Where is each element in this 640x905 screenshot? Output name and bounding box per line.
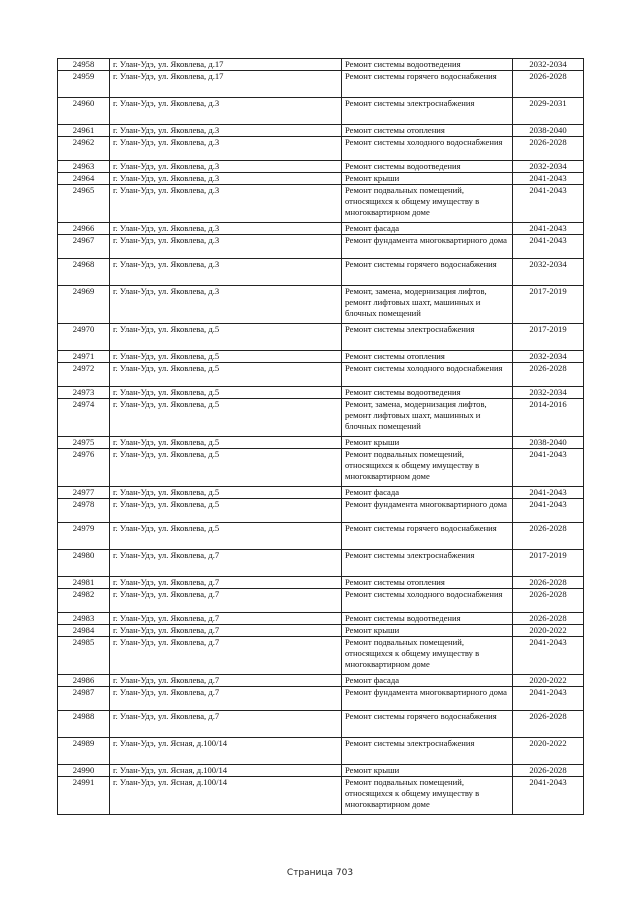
table-row — [58, 625, 584, 637]
period-cell: 2026-2028 — [513, 613, 584, 625]
address-cell: г. Улан-Удэ, ул. Яковлева, д.5 — [110, 523, 342, 550]
period-cell: 2020-2022 — [513, 675, 584, 687]
table-row — [58, 589, 584, 613]
table-row — [58, 523, 584, 550]
row-number-cell: 24985 — [58, 637, 110, 675]
table-row — [58, 71, 584, 98]
work-type-cell: Ремонт системы холодного водоснабжения — [342, 137, 513, 161]
row-number-cell: 24960 — [58, 98, 110, 125]
work-type-cell: Ремонт системы водоотведения — [342, 161, 513, 173]
address-cell: г. Улан-Удэ, ул. Яковлева, д.3 — [110, 259, 342, 286]
period-cell: 2041-2043 — [513, 449, 584, 487]
work-type-cell: Ремонт подвальных помещений, относящихся к общему имуществу в многоквартирном доме — [342, 449, 513, 487]
address-cell: г. Улан-Удэ, ул. Яковлева, д.5 — [110, 437, 342, 449]
period-cell: 2032-2034 — [513, 161, 584, 173]
period-cell: 2014-2016 — [513, 399, 584, 437]
work-type-cell: Ремонт подвальных помещений, относящихся к общему имуществу в многоквартирном доме — [342, 185, 513, 223]
period-cell: 2026-2028 — [513, 577, 584, 589]
row-number-cell: 24965 — [58, 185, 110, 223]
work-type-cell: Ремонт системы отопления — [342, 125, 513, 137]
address-cell: г. Улан-Удэ, ул. Яковлева, д.5 — [110, 487, 342, 499]
row-number-cell: 24962 — [58, 137, 110, 161]
work-type-cell: Ремонт фасада — [342, 487, 513, 499]
address-cell: г. Улан-Удэ, ул. Яковлева, д.7 — [110, 589, 342, 613]
table-row — [58, 137, 584, 161]
work-type-cell: Ремонт, замена, модернизация лифтов, ремонт лифтовых шахт, машинных и блочных помещений — [342, 286, 513, 324]
address-cell: г. Улан-Удэ, ул. Яковлева, д.7 — [110, 711, 342, 738]
period-cell: 2032-2034 — [513, 259, 584, 286]
table-row — [58, 259, 584, 286]
period-cell: 2026-2028 — [513, 71, 584, 98]
row-number-cell: 24979 — [58, 523, 110, 550]
period-cell: 2026-2028 — [513, 137, 584, 161]
work-type-cell: Ремонт системы холодного водоснабжения — [342, 589, 513, 613]
work-type-cell: Ремонт фасада — [342, 675, 513, 687]
table-row — [58, 161, 584, 173]
period-cell: 2020-2022 — [513, 738, 584, 765]
table-row — [58, 765, 584, 777]
period-cell: 2026-2028 — [513, 523, 584, 550]
row-number-cell: 24973 — [58, 387, 110, 399]
work-type-cell: Ремонт системы электроснабжения — [342, 738, 513, 765]
table-row — [58, 173, 584, 185]
period-cell: 2041-2043 — [513, 637, 584, 675]
table-row — [58, 185, 584, 223]
address-cell: г. Улан-Удэ, ул. Ясная, д.100/14 — [110, 777, 342, 815]
address-cell: г. Улан-Удэ, ул. Яковлева, д.5 — [110, 351, 342, 363]
address-cell: г. Улан-Удэ, ул. Яковлева, д.17 — [110, 71, 342, 98]
table-row — [58, 711, 584, 738]
table-row — [58, 577, 584, 589]
row-number-cell: 24971 — [58, 351, 110, 363]
address-cell: г. Улан-Удэ, ул. Яковлева, д.17 — [110, 59, 342, 71]
table-row — [58, 363, 584, 387]
address-cell: г. Улан-Удэ, ул. Яковлева, д.5 — [110, 324, 342, 351]
period-cell: 2038-2040 — [513, 437, 584, 449]
row-number-cell: 24972 — [58, 363, 110, 387]
row-number-cell: 24961 — [58, 125, 110, 137]
work-type-cell: Ремонт системы горячего водоснабжения — [342, 71, 513, 98]
work-type-cell: Ремонт системы водоотведения — [342, 59, 513, 71]
work-type-cell: Ремонт системы электроснабжения — [342, 324, 513, 351]
table-row — [58, 687, 584, 711]
row-number-cell: 24975 — [58, 437, 110, 449]
row-number-cell: 24970 — [58, 324, 110, 351]
table-row — [58, 738, 584, 765]
row-number-cell: 24966 — [58, 223, 110, 235]
period-cell: 2041-2043 — [513, 777, 584, 815]
period-cell: 2041-2043 — [513, 185, 584, 223]
work-type-cell: Ремонт фундамента многоквартирного дома — [342, 499, 513, 523]
period-cell: 2038-2040 — [513, 125, 584, 137]
row-number-cell: 24991 — [58, 777, 110, 815]
address-cell: г. Улан-Удэ, ул. Яковлева, д.7 — [110, 675, 342, 687]
work-type-cell: Ремонт фундамента многоквартирного дома — [342, 687, 513, 711]
period-cell: 2017-2019 — [513, 550, 584, 577]
period-cell: 2041-2043 — [513, 235, 584, 259]
address-cell: г. Улан-Удэ, ул. Ясная, д.100/14 — [110, 765, 342, 777]
period-cell: 2026-2028 — [513, 589, 584, 613]
row-number-cell: 24976 — [58, 449, 110, 487]
address-cell: г. Улан-Удэ, ул. Яковлева, д.3 — [110, 223, 342, 235]
work-type-cell: Ремонт системы горячего водоснабжения — [342, 523, 513, 550]
row-number-cell: 24982 — [58, 589, 110, 613]
work-type-cell: Ремонт подвальных помещений, относящихся к общему имуществу в многоквартирном доме — [342, 637, 513, 675]
work-type-cell: Ремонт подвальных помещений, относящихся к общему имуществу в многоквартирном доме — [342, 777, 513, 815]
row-number-cell: 24989 — [58, 738, 110, 765]
table-row — [58, 499, 584, 523]
row-number-cell: 24980 — [58, 550, 110, 577]
work-type-cell: Ремонт фундамента многоквартирного дома — [342, 235, 513, 259]
work-type-cell: Ремонт системы водоотведения — [342, 387, 513, 399]
period-cell: 2032-2034 — [513, 351, 584, 363]
row-number-cell: 24963 — [58, 161, 110, 173]
table-row — [58, 637, 584, 675]
table-body — [58, 59, 584, 815]
work-type-cell: Ремонт системы горячего водоснабжения — [342, 259, 513, 286]
address-cell: г. Улан-Удэ, ул. Яковлева, д.5 — [110, 449, 342, 487]
address-cell: г. Улан-Удэ, ул. Яковлева, д.3 — [110, 286, 342, 324]
address-cell: г. Улан-Удэ, ул. Яковлева, д.7 — [110, 577, 342, 589]
period-cell: 2041-2043 — [513, 487, 584, 499]
work-schedule-table — [57, 58, 584, 815]
period-cell: 2041-2043 — [513, 173, 584, 185]
table-row — [58, 399, 584, 437]
table-row — [58, 550, 584, 577]
period-cell: 2017-2019 — [513, 286, 584, 324]
row-number-cell: 24978 — [58, 499, 110, 523]
row-number-cell: 24983 — [58, 613, 110, 625]
address-cell: г. Улан-Удэ, ул. Яковлева, д.3 — [110, 98, 342, 125]
address-cell: г. Улан-Удэ, ул. Яковлева, д.7 — [110, 687, 342, 711]
address-cell: г. Улан-Удэ, ул. Яковлева, д.7 — [110, 613, 342, 625]
table-row — [58, 777, 584, 815]
period-cell: 2017-2019 — [513, 324, 584, 351]
row-number-cell: 24988 — [58, 711, 110, 738]
address-cell: г. Улан-Удэ, ул. Яковлева, д.3 — [110, 235, 342, 259]
table-row — [58, 286, 584, 324]
address-cell: г. Улан-Удэ, ул. Яковлева, д.3 — [110, 173, 342, 185]
row-number-cell: 24968 — [58, 259, 110, 286]
row-number-cell: 24984 — [58, 625, 110, 637]
address-cell: г. Улан-Удэ, ул. Яковлева, д.5 — [110, 399, 342, 437]
work-type-cell: Ремонт системы отопления — [342, 577, 513, 589]
address-cell: г. Улан-Удэ, ул. Яковлева, д.3 — [110, 185, 342, 223]
address-cell: г. Улан-Удэ, ул. Яковлева, д.7 — [110, 637, 342, 675]
period-cell: 2020-2022 — [513, 625, 584, 637]
row-number-cell: 24964 — [58, 173, 110, 185]
period-cell: 2029-2031 — [513, 98, 584, 125]
row-number-cell: 24974 — [58, 399, 110, 437]
table-row — [58, 235, 584, 259]
work-type-cell: Ремонт крыши — [342, 173, 513, 185]
row-number-cell: 24986 — [58, 675, 110, 687]
table-row — [58, 675, 584, 687]
table-row — [58, 351, 584, 363]
address-cell: г. Улан-Удэ, ул. Яковлева, д.5 — [110, 499, 342, 523]
table-row — [58, 487, 584, 499]
work-type-cell: Ремонт системы горячего водоснабжения — [342, 711, 513, 738]
table-row — [58, 449, 584, 487]
period-cell: 2041-2043 — [513, 499, 584, 523]
work-type-cell: Ремонт фасада — [342, 223, 513, 235]
row-number-cell: 24981 — [58, 577, 110, 589]
row-number-cell: 24987 — [58, 687, 110, 711]
address-cell: г. Улан-Удэ, ул. Яковлева, д.3 — [110, 137, 342, 161]
work-type-cell: Ремонт крыши — [342, 437, 513, 449]
period-cell: 2041-2043 — [513, 223, 584, 235]
work-type-cell: Ремонт системы отопления — [342, 351, 513, 363]
address-cell: г. Улан-Удэ, ул. Яковлева, д.5 — [110, 363, 342, 387]
work-type-cell: Ремонт системы водоотведения — [342, 613, 513, 625]
table-row — [58, 98, 584, 125]
row-number-cell: 24958 — [58, 59, 110, 71]
work-type-cell: Ремонт, замена, модернизация лифтов, ремонт лифтовых шахт, машинных и блочных помещений — [342, 399, 513, 437]
period-cell: 2032-2034 — [513, 387, 584, 399]
table-row — [58, 324, 584, 351]
work-type-cell: Ремонт системы электроснабжения — [342, 98, 513, 125]
address-cell: г. Улан-Удэ, ул. Яковлева, д.7 — [110, 550, 342, 577]
period-cell: 2041-2043 — [513, 687, 584, 711]
row-number-cell: 24967 — [58, 235, 110, 259]
period-cell: 2026-2028 — [513, 711, 584, 738]
address-cell: г. Улан-Удэ, ул. Ясная, д.100/14 — [110, 738, 342, 765]
table-row — [58, 125, 584, 137]
work-type-cell: Ремонт системы электроснабжения — [342, 550, 513, 577]
period-cell: 2026-2028 — [513, 363, 584, 387]
table-row — [58, 613, 584, 625]
table-row — [58, 223, 584, 235]
period-cell: 2026-2028 — [513, 765, 584, 777]
row-number-cell: 24990 — [58, 765, 110, 777]
work-type-cell: Ремонт крыши — [342, 625, 513, 637]
work-type-cell: Ремонт крыши — [342, 765, 513, 777]
table-row — [58, 437, 584, 449]
table-row — [58, 387, 584, 399]
row-number-cell: 24969 — [58, 286, 110, 324]
address-cell: г. Улан-Удэ, ул. Яковлева, д.3 — [110, 125, 342, 137]
work-type-cell: Ремонт системы холодного водоснабжения — [342, 363, 513, 387]
page-number: Страница 703 — [286, 868, 354, 878]
address-cell: г. Улан-Удэ, ул. Яковлева, д.5 — [110, 387, 342, 399]
row-number-cell: 24959 — [58, 71, 110, 98]
table-row — [58, 59, 584, 71]
period-cell: 2032-2034 — [513, 59, 584, 71]
row-number-cell: 24977 — [58, 487, 110, 499]
address-cell: г. Улан-Удэ, ул. Яковлева, д.3 — [110, 161, 342, 173]
address-cell: г. Улан-Удэ, ул. Яковлева, д.7 — [110, 625, 342, 637]
